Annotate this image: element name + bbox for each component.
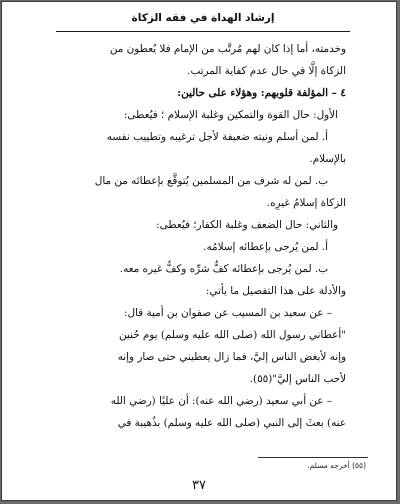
subheading-first-state: الأول: حال القوة والتمكين وغلبة الإسلام ؛ فيُعطى: bbox=[123, 109, 338, 121]
page-body bbox=[40, 38, 346, 434]
hadith-text: لأحب الناس إليَّ"(٥٥). bbox=[249, 373, 346, 385]
hadith-text: "أعطاني رسول الله (صلى الله عليه وسلم) يوم حُنين bbox=[118, 329, 346, 341]
text-line: بالإسلام. bbox=[309, 153, 346, 165]
footnote: (٥٥) أخرجه مسلم. bbox=[307, 461, 366, 470]
running-header bbox=[56, 6, 350, 32]
text-line: وخدمته، أما إذا كان لهم مُرتَّب من الإمام فلا يُعطون من bbox=[109, 43, 346, 55]
footnote-separator bbox=[258, 457, 368, 458]
hadith-text: عنه) بعثَ إلى النبي (صلى الله عليه وسلم) بذُهيبة في bbox=[117, 417, 346, 429]
list-item-a: أ. لمن يُرجى بإعطائه إسلامُه. bbox=[203, 241, 328, 253]
evidence-intro: والأدلة على هذا التفصيل ما يأتي: bbox=[205, 285, 346, 297]
list-item-a: أ. لمن أسلم ونيته ضعيفة لأجل ترغيبه وتطييب نفسه bbox=[106, 131, 328, 143]
page-number: ٣٧ bbox=[192, 478, 206, 493]
text-line: الزكاة إلَّا في حال عدم كفاية المرتب. bbox=[187, 65, 346, 77]
hadith-text: وإنه لأبغض الناس إليَّ، فما زال يعطيني حتى صار وإنه bbox=[117, 351, 346, 363]
header-title: إرشاد الهداة في فقه الزكاة bbox=[131, 12, 275, 24]
hadith-intro: – عن أبي سعيد (رضي الله عنه): أن عليًا (رضي الله bbox=[110, 395, 332, 407]
hadith-intro: – عن سعيد بن المسيب عن صفوان بن أمية قال: bbox=[123, 307, 332, 319]
subheading-second-state: والثاني: حال الضعف وغلبة الكفار؛ فيُعطى: bbox=[156, 219, 338, 231]
list-item-b: ب. لمن له شرف من المسلمين يُتوقَّع بإعطائه من مال bbox=[94, 175, 328, 187]
list-item-b: ب. لمن يُرجى بإعطائه كفُّ شرِّه وكفُّ غيره معه. bbox=[119, 263, 328, 275]
text-line: الزكاة إسلامُ غيرِه. bbox=[266, 197, 346, 209]
document-page bbox=[1, 1, 397, 501]
section-heading-mualafa: ٤ – المؤلفة قلوبهم: وهؤلاء على حالين: bbox=[177, 87, 346, 99]
